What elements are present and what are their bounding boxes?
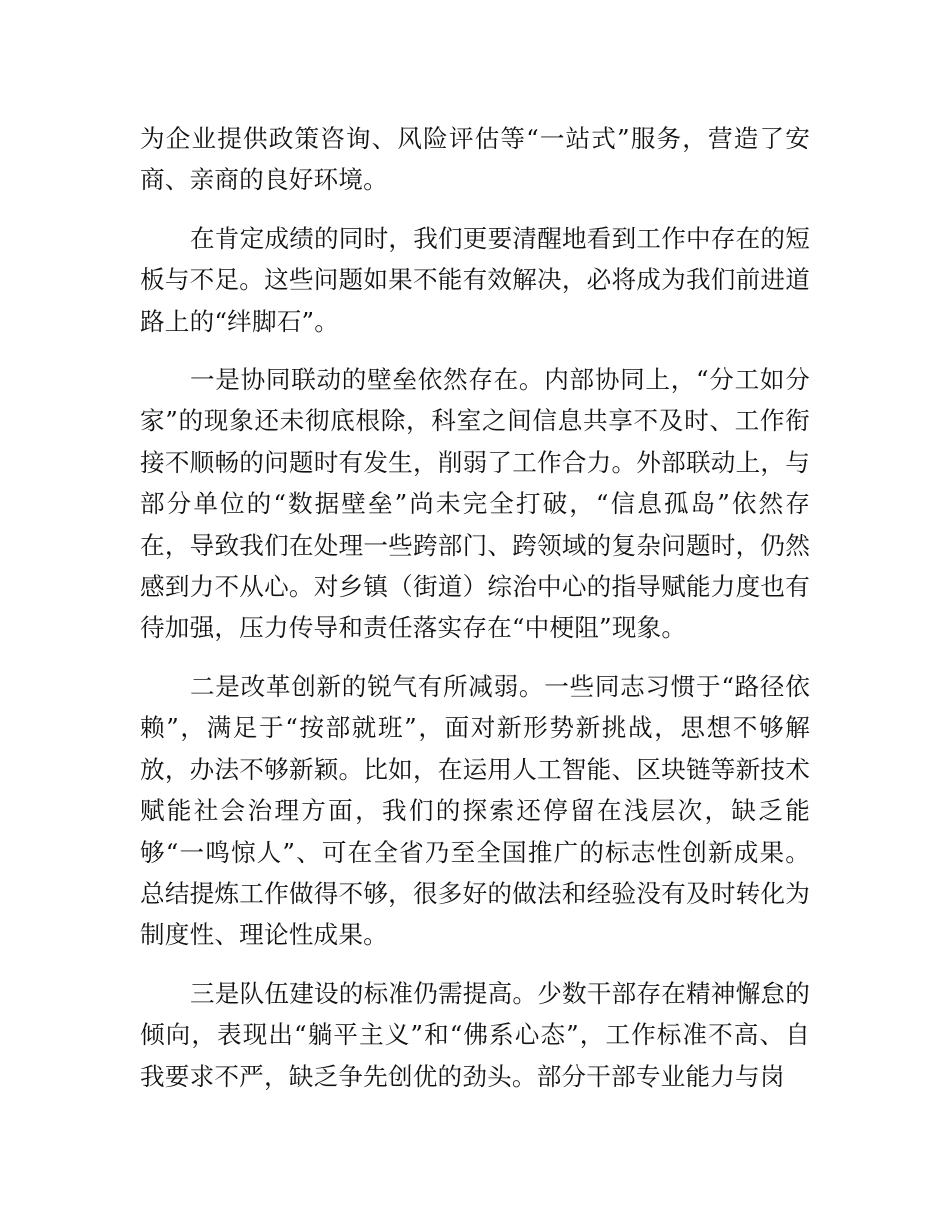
paragraph-point-three: 三是队伍建设的标准仍需提高。少数干部存在精神懈怠的倾向，表现出“躺平主义”和“佛系心态”，工作标准不高、自我要求不严，缺乏争先创优的劲头。部分干部专业能力与岗 [140, 978, 810, 1091]
document-page [140, 118, 810, 1097]
paragraph-shortcomings-intro: 在肯定成绩的同时，我们更要清醒地看到工作中存在的短板与不足。这些问题如果不能有效解决，必将成为我们前进道路上的“绊脚石”。 [140, 223, 810, 336]
paragraph-point-one: 一是协同联动的壁垒依然存在。内部协同上，“分工如分家”的现象还未彻底根除，科室之间信息共享不及时、工作衔接不顺畅的问题时有发生，削弱了工作合力。外部联动上，与部分单位的“数据壁垒”尚未完全打破，“信息孤岛”依然存在，导致我们在处理一些跨部门、跨领域的复杂问题时，仍然感到力不从心。对乡镇（街道）综治中心的指导赋能力度也有待加强，压力传导和责任落实存在“中梗阻”现象。 [140, 365, 810, 643]
paragraph-point-two: 二是改革创新的锐气有所减弱。一些同志习惯于“路径依赖”，满足于“按部就班”，面对新形势新挑战，思想不够解放，办法不够新颖。比如，在运用人工智能、区块链等新技术赋能社会治理方面，我们的探索还停留在浅层次，缺乏能够“一鸣惊人”、可在全省乃至全国推广的标志性创新成果。总结提炼工作做得不够，很多好的做法和经验没有及时转化为制度性、理论性成果。 [140, 671, 810, 950]
paragraph-continuation: 为企业提供政策咨询、风险评估等“一站式”服务，营造了安商、亲商的良好环境。 [140, 124, 810, 195]
